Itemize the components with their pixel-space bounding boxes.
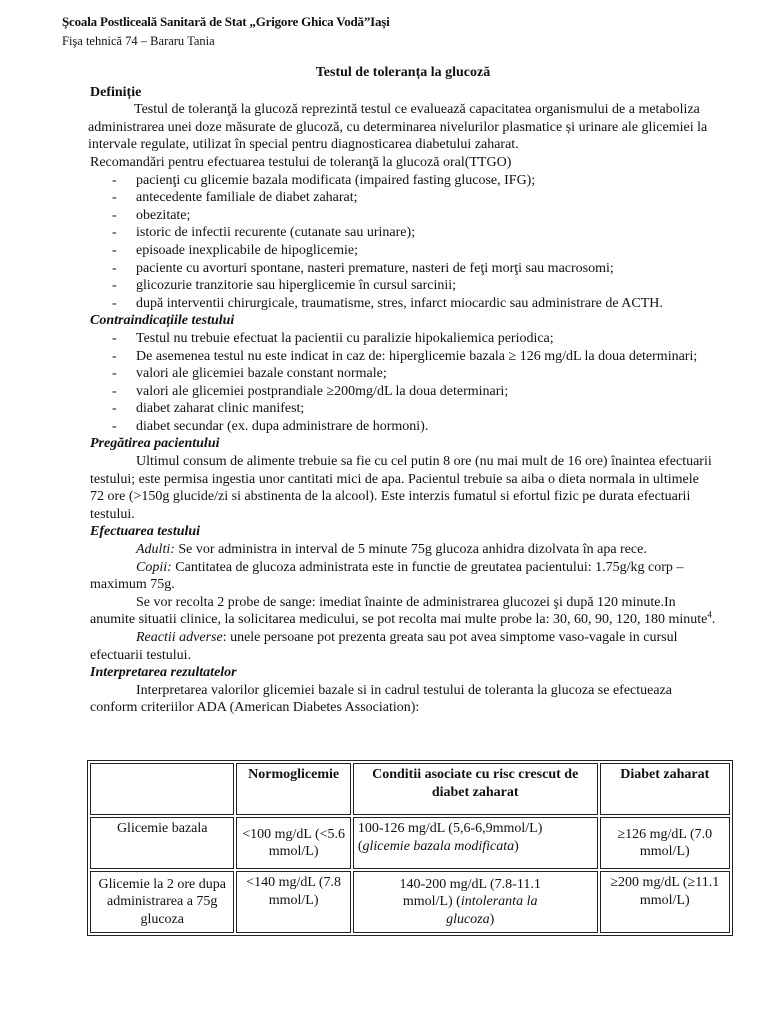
table-header-cell: Diabet zaharat [600,763,730,815]
list-item: - paciente cu avorturi spontane, nasteri premature, nasteri de feţi morţi sau macrosomi; [112,260,614,276]
sheet-header: Fişa tehnică 74 – Bararu Tania [62,34,215,48]
table-cell: Glicemie la 2 ore dupa administrarea a 75g glucoza [90,871,234,933]
dash-bullet: - [112,190,117,206]
dash-bullet: - [112,330,117,346]
dash-bullet: - [112,401,117,417]
dash-bullet: - [112,295,117,311]
list-item: - De asemenea testul nu este indicat in caz de: hiperglicemie bazala ≥ 126 mg/dL la doua determinari; [112,348,698,364]
section-heading-definitie: Definiție [90,84,142,100]
list-item: - glicozurie tranzitorie sau hiperglicemie în cursul sarcinii; [112,278,457,294]
reactii-paragraph: Reactii adverse: unele persoane pot prezenta greata sau pot avea simptome vaso-vagale in cursul efectuarii testului. [90,630,678,663]
table-cell: 140-200 mg/dL (7.8-11.1 mmol/L) (intoleranta la glucoza) [353,871,598,933]
document-body [90,64,716,717]
dash-bullet: - [112,366,117,382]
section-heading-interpretare: Interpretarea rezultatelor [90,665,237,681]
list-item: - diabet zaharat clinic manifest; [112,401,305,417]
dash-bullet: - [112,260,117,276]
adulti-paragraph: Adulti: Se vor administra in interval de 5 minute 75g glucoza anhidra dizolvata în apa rece. [136,542,647,558]
table-header-cell [90,763,234,815]
recomandari-list [90,172,716,313]
dash-bullet: - [112,242,117,258]
list-item: - antecedente familiale de diabet zaharat; [112,190,358,206]
list-item: - episoade inexplicabile de hipoglicemie; [112,242,358,258]
list-item: - obezitate; [112,207,191,223]
table-cell: ≥126 mg/dL (7.0 mmol/L) [600,817,730,869]
list-item: - după interventii chirurgicale, traumatisme, stres, infarct miocardic sau administrare de ACTH. [112,295,663,311]
table-cell: 100-126 mg/dL (5,6-6,9mmol/L) (glicemie bazala modificata) [353,817,598,869]
dash-bullet: - [112,225,117,241]
list-item: - istoric de infectii recurente (cutanate sau urinare); [112,225,416,241]
list-item: - valori ale glicemiei postprandiale ≥200mg/dL la doua determinari; [112,383,509,399]
table-row [90,817,730,869]
list-item: - pacienţi cu glicemie bazala modificata (impaired fasting glucose, IFG); [112,172,536,188]
school-header: Şcoala Postliceală Sanitară de Stat „Grigore Ghica Vodă”Iaşi [62,14,390,29]
definitie-paragraph: Testul de toleranţă la glucoză reprezintă testul ce evaluează capacitatea organismului de a metaboliza administrarea unei doze măsurate de glucoză, cu determinarea nivelurilor plasmatice și urinare ale glicemiei la intervale regulate, utilizat în special pentru diagnosticarea diabetului zaharat. [88,102,708,153]
table-cell: ≥200 mg/dL (≥11.1 mmol/L) [600,871,730,933]
ada-criteria-table [87,760,733,936]
section-heading-contraindicatii: Contraindicațiile testului [90,313,235,329]
dash-bullet: - [112,383,117,399]
table-cell: <140 mg/dL (7.8 mmol/L) [236,871,350,933]
interpretare-paragraph: Interpretarea valorilor glicemiei bazale si in cadrul testului de toleranta la glucoza se efectueaza conform criteriilor ADA (American Diabetes Association): [90,682,672,716]
table-header-cell: Normoglicemie [236,763,350,815]
dash-bullet: - [112,172,117,188]
section-heading-pregatire: Pregătirea pacientului [90,436,220,452]
list-item: - valori ale glicemiei bazale constant normale; [112,366,387,382]
dash-bullet: - [112,418,117,434]
table-cell: Glicemie bazala [90,817,234,869]
recomandari-intro: Recomandări pentru efectuarea testului de toleranţă la glucoză oral(TTGO) [90,154,512,170]
contraindicatii-list [90,330,716,436]
table-row [90,871,730,933]
copii-paragraph: Copii: Cantitatea de glucoza administrata este in functie de greutatea pacientului: 1.75g/kg corp – maximum 75g. [90,559,684,593]
document-title: Testul de toleranța la glucoză [315,65,491,80]
table-cell: <100 mg/dL (<5.6 mmol/L) [236,817,350,869]
table-header-cell: Conditii asociate cu risc crescut de diabet zaharat [353,763,598,815]
dash-bullet: - [112,207,117,223]
dash-bullet: - [112,348,117,364]
dash-bullet: - [112,278,117,294]
list-item: - Testul nu trebuie efectuat la pacientii cu paralizie hipokaliemica periodica; [112,330,554,346]
pregatire-paragraph: Ultimul consum de alimente trebuie sa fie cu cel putin 8 ore (nu mai mult de 16 ore) înaintea efectuarii testului; este permisa ingestia unor cantitati mici de apa. Pacientul trebuie sa aiba o dieta normala in ultimele 72 ore (>150g glucide/zi si abstinenta de la alcool). Este interzis fumatul si efortul fizic pe durata efectuarii testului. [90,454,712,522]
section-heading-efectuare: Efectuarea testului [90,524,201,540]
table-header-row [90,763,730,815]
probe-paragraph: Se vor recolta 2 probe de sange: imediat înainte de administrarea glucozei şi după 120 minute.In anumite situatii clinice, la solicitarea medicului, se pot recolta mai multe probe la: 30, 60, 90, 120, 180 minute$^4$. [90,594,716,628]
list-item: - diabet secundar (ex. dupa administrare de hormoni). [112,418,429,434]
